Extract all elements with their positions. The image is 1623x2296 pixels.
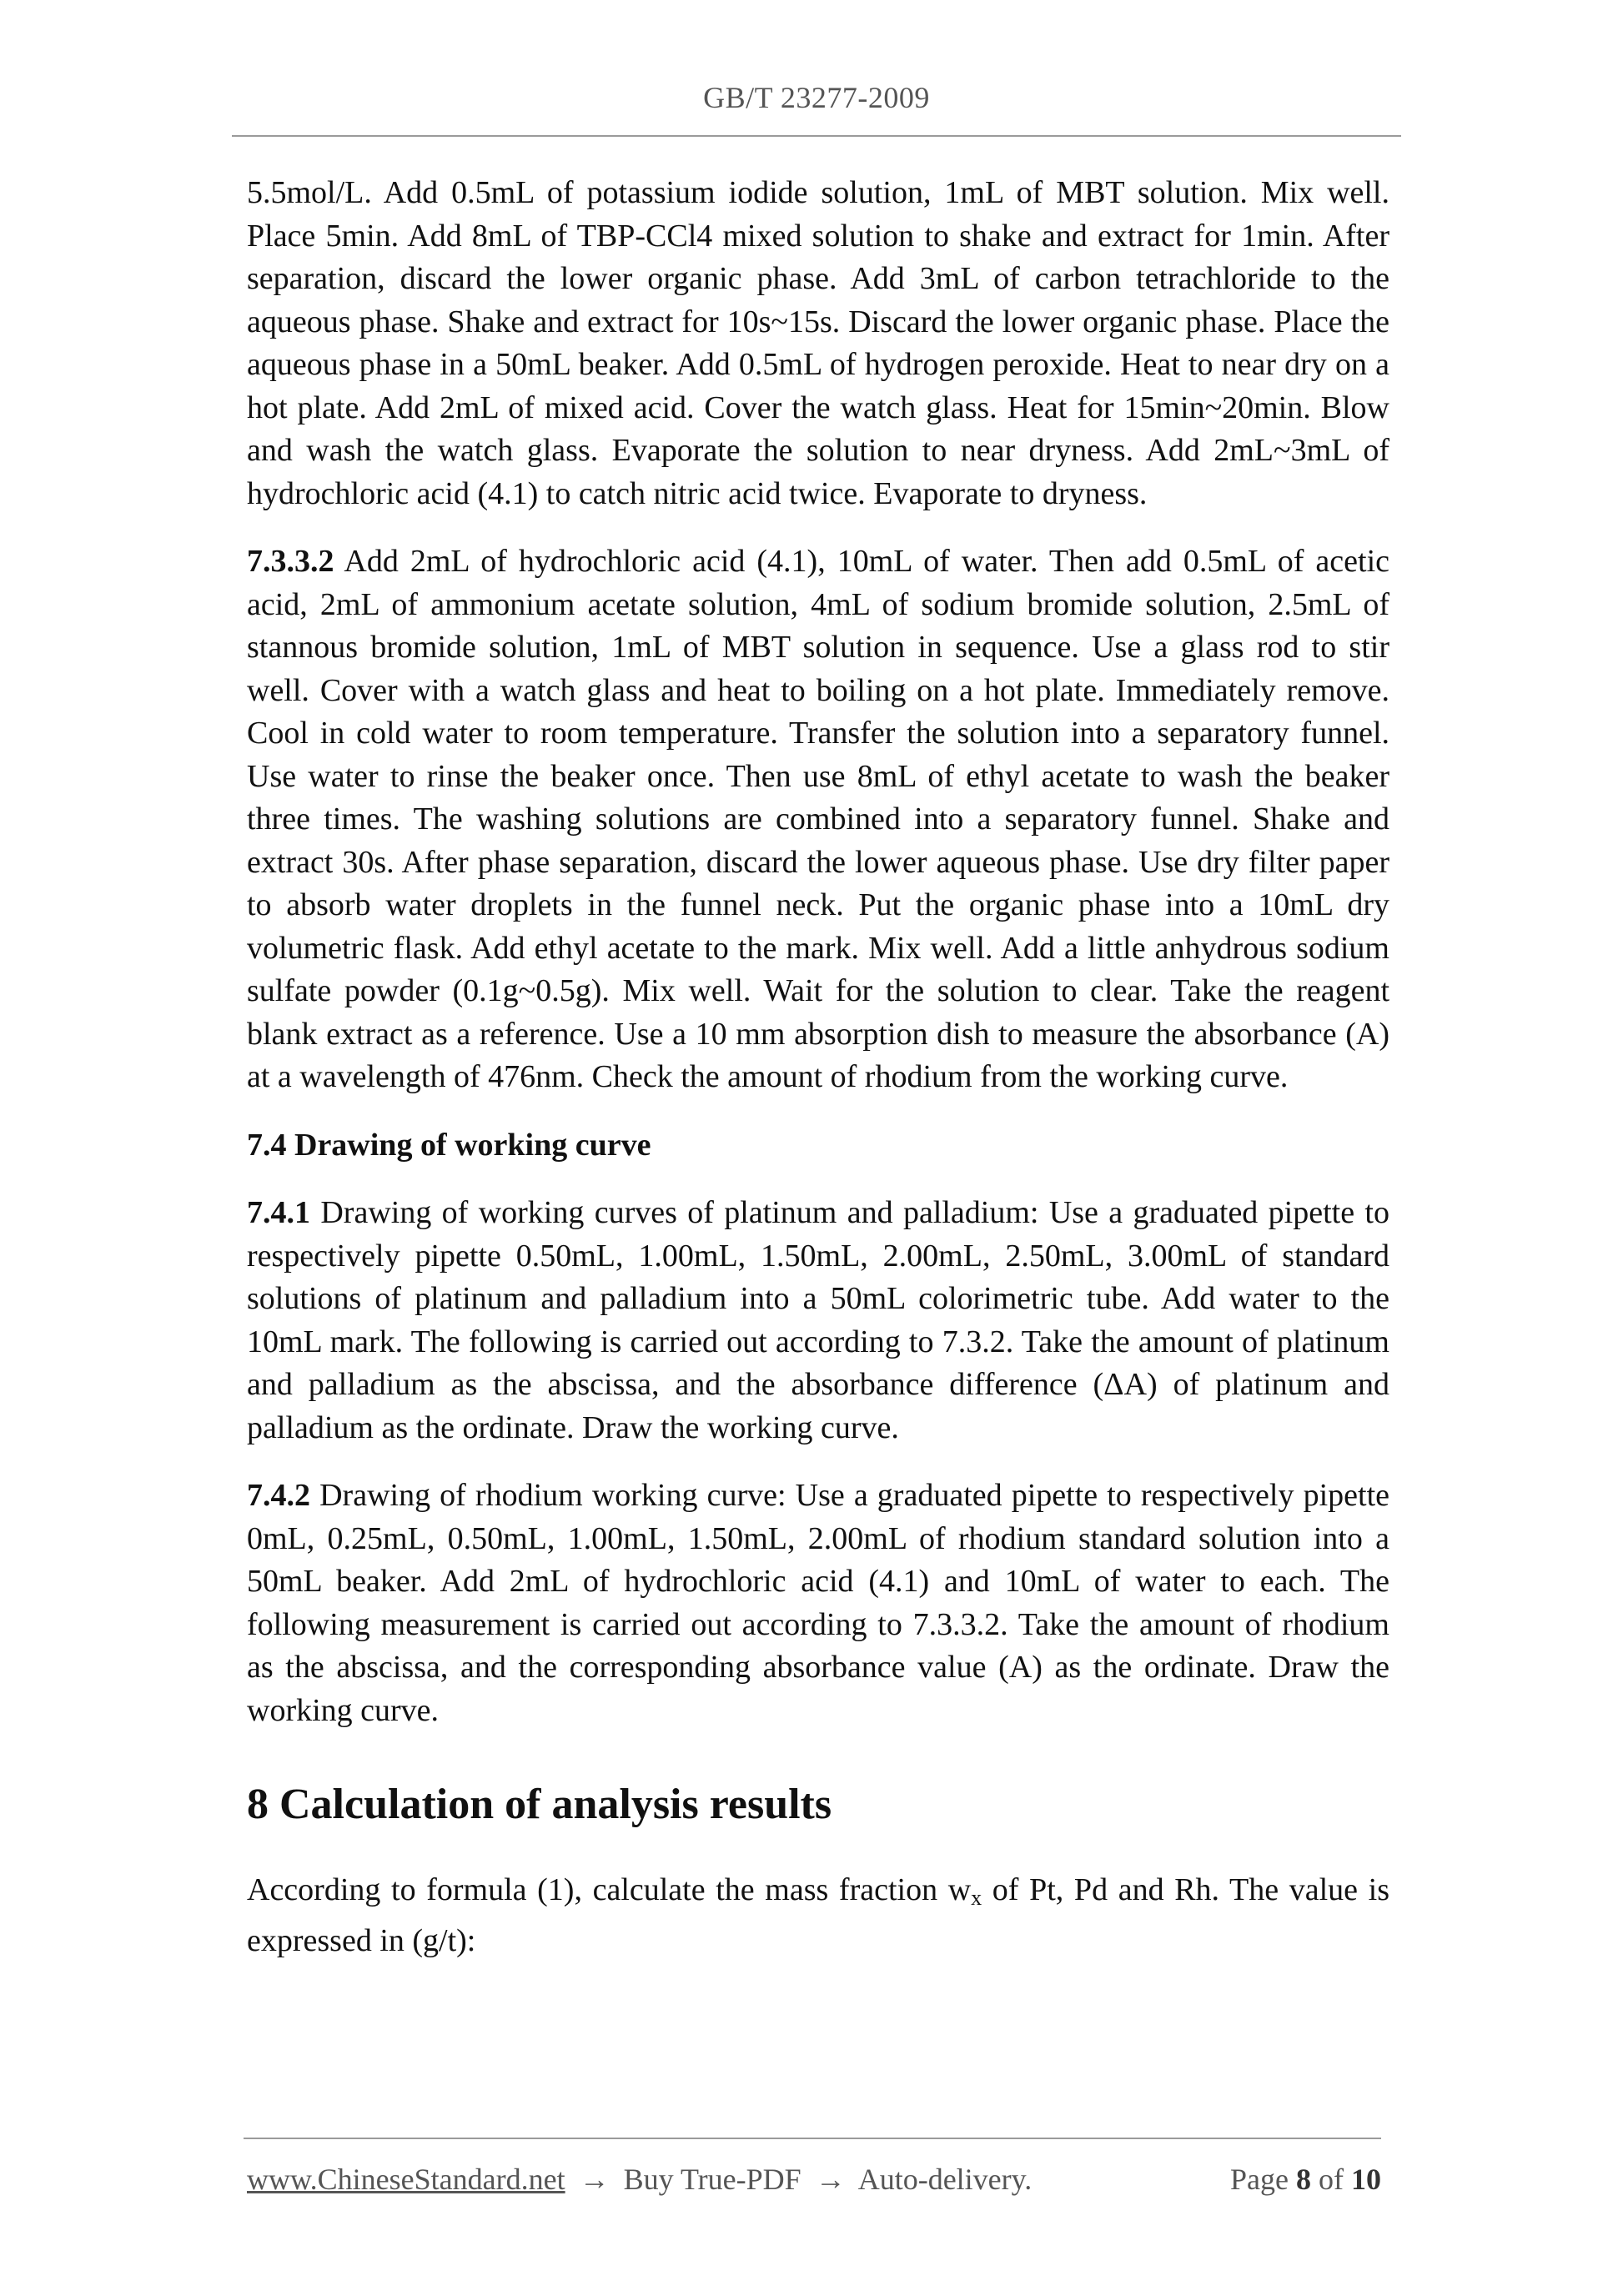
page-header-title: GB/T 23277-2009 [703, 81, 930, 114]
clause-text: Add 2mL of hydrochloric acid (4.1), 10mL of water. Then add 0.5mL of acetic acid, 2mL of ammonium acetate solution, 4mL of sodium bromide solution, 2.5mL of stannous bromide solution, 1mL of MBT solution in sequence. Use a glass rod to stir well. Cover with a watch glass and heat to boiling on a hot plate. Immediately remove. Cool in cold water to room temperature. Transfer the solution into a separatory funnel. Use water to rinse the beaker once. Then use 8mL of ethyl acetate to wash the beaker three times. The washing solutions are combined into a separatory funnel. Shake and extract 30s. After phase separation, discard the lower aqueous phase. Use dry filter paper to absorb water droplets in the funnel neck. Put the organic phase into a 10mL dry volumetric flask. Add ethyl acetate to the mark. Mix well. Add a little anhydrous sodium sulfate powder (0.1g~0.5g). Mix well. Wait for the solution to clear. Take the reagent blank extract as a reference. Use a 10 mm absorption dish to measure the absorbance (A) at a wavelength of 476nm. Check the amount of rhodium from the working curve. [247, 544, 1389, 1094]
clause-number: 7.4.2 [247, 1478, 310, 1513]
website-link[interactable]: www.ChineseStandard.net [247, 2163, 565, 2196]
section-heading-8: 8 Calculation of analysis results [247, 1781, 832, 1828]
page-indicator [1230, 2162, 1381, 2197]
footer-divider [244, 2138, 1381, 2139]
intro-text-end: of Pt, Pd and Rh. The value is expressed in (g/t): [247, 1872, 1389, 1958]
buy-true-pdf-text: Buy True-PDF [623, 2163, 801, 2196]
arrow-right-icon: → [815, 2163, 846, 2196]
document-body [247, 172, 1389, 1987]
intro-text-start: According to formula (1), calculate the mass fraction w [247, 1872, 972, 1907]
paragraph-7-4-2 [247, 1475, 1389, 1732]
subsection-heading-7-4: 7.4 Drawing of working curve [247, 1127, 651, 1163]
clause-number: 7.4.1 [247, 1195, 310, 1230]
page-label: Page [1230, 2163, 1289, 2196]
arrow-right-icon: → [579, 2163, 610, 2196]
subscript-x: x [971, 1886, 982, 1910]
header-divider [232, 135, 1401, 137]
paragraph-7-4-1 [247, 1192, 1389, 1449]
paragraph-calculation-intro [247, 1869, 1389, 1962]
auto-delivery-text: Auto-delivery. [857, 2163, 1033, 2196]
clause-text: Drawing of working curves of platinum and palladium: Use a graduated pipette to respectively pipette 0.50mL, 1.00mL, 1.50mL, 2.00mL, 2.50mL, 3.00mL of standard solutions of platinum and palladium into a 50mL colorimetric tube. Add water to the 10mL mark. The following is carried out according to 7.3.2. Take the amount of platinum and palladium as the abscissa, and the absorbance difference (ΔA) of platinum and palladium as the ordinate. Draw the working curve. [247, 1195, 1389, 1445]
clause-number: 7.3.3.2 [247, 544, 334, 579]
paragraph-continuation: 5.5mol/L. Add 0.5mL of potassium iodide solution, 1mL of MBT solution. Mix well. Place 5min. Add 8mL of TBP-CCl4 mixed solution to shake and extract for 1min. After separation, discard the lower organic phase. Add 3mL of carbon tetrachloride to the aqueous phase. Shake and extract for 10s~15s. Discard the lower organic phase. Place the aqueous phase in a 50mL beaker. Add 0.5mL of hydrogen peroxide. Heat to near dry on a hot plate. Add 2mL of mixed acid. Cover the watch glass. Heat for 15min~20min. Blow and wash the watch glass. Evaporate the solution to near dryness. Add 2mL~3mL of hydrochloric acid (4.1) to catch nitric acid twice. Evaporate to dryness. [247, 175, 1389, 511]
paragraph-7-3-3-2 [247, 540, 1389, 1099]
total-pages-number: 10 [1351, 2163, 1381, 2196]
footer-promo [247, 2162, 1032, 2197]
current-page-number: 8 [1296, 2163, 1311, 2196]
of-label: of [1319, 2163, 1344, 2196]
clause-text: Drawing of rhodium working curve: Use a graduated pipette to respectively pipette 0mL, 0.25mL, 0.50mL, 1.00mL, 1.50mL, 2.00mL of rhodium standard solution into a 50mL beaker. Add 2mL of hydrochloric acid (4.1) and 10mL of water to each. The following measurement is carried out according to 7.3.3.2. Take the amount of rhodium as the abscissa, and the corresponding absorbance value (A) as the ordinate. Draw the working curve. [247, 1478, 1389, 1728]
